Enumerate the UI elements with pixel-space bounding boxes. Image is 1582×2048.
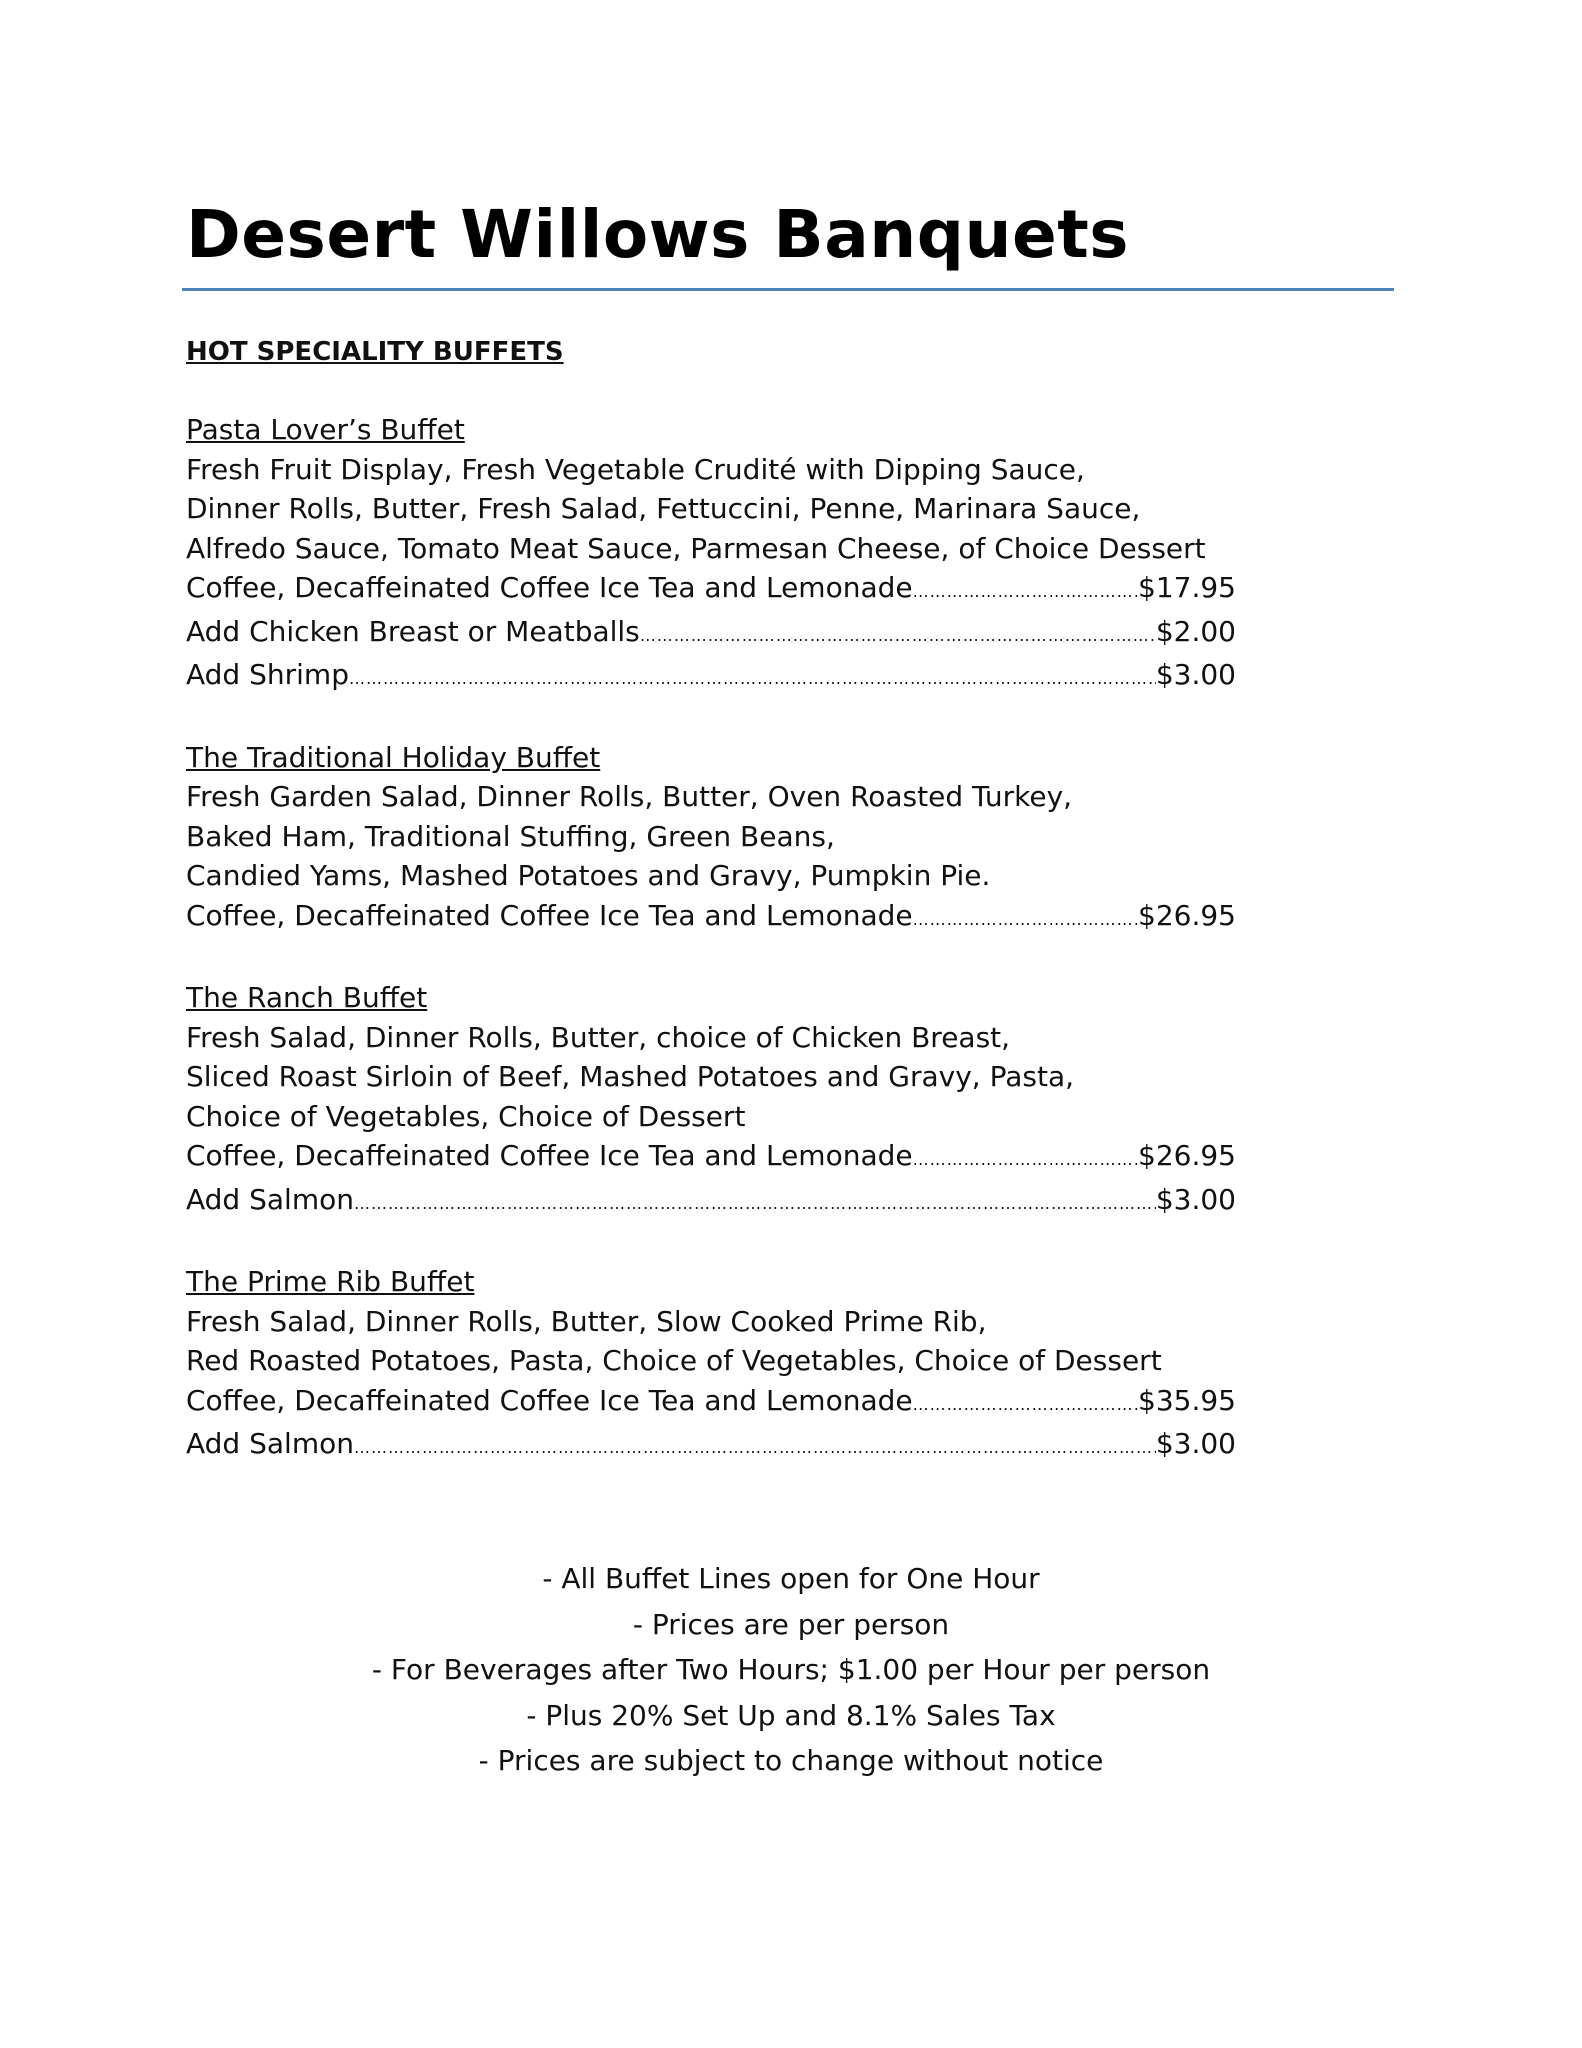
section-heading: HOT SPECIALITY BUFFETS: [186, 337, 564, 367]
buffet-description-line: Dinner Rolls, Butter, Fresh Salad, Fettuccini, Penne, Marinara Sauce,: [186, 492, 1141, 525]
note-line: - Plus 20% Set Up and 8.1% Sales Tax: [526, 1698, 1056, 1732]
dot-leader: [354, 1424, 1156, 1468]
buffet-name: The Ranch Buffet: [186, 981, 428, 1014]
price-value: $26.95: [1138, 1139, 1236, 1172]
buffet-description-line: Fresh Salad, Dinner Rolls, Butter, choice of Chicken Breast,: [186, 1020, 1011, 1054]
buffet-ranch: [186, 978, 1246, 1223]
dot-leader: [354, 1180, 1156, 1224]
page-title: Desert Willows Banquets: [186, 196, 1130, 273]
buffet-description-line: Red Roasted Potatoes, Pasta, Choice of Vegetables, Choice of Dessert: [186, 1344, 1162, 1377]
buffet-name: The Prime Rib Buffet: [186, 1265, 475, 1298]
footer-notes: [0, 1556, 1582, 1784]
buffet-description-line: Baked Ham, Traditional Stuffing, Green Beans,: [186, 819, 835, 853]
note-line: - Prices are per person: [632, 1607, 950, 1641]
dot-leader: [913, 568, 1138, 612]
dot-leader: [913, 896, 1138, 940]
buffet-description-line: Fresh Garden Salad, Dinner Rolls, Butter, Oven Roasted Turkey,: [186, 780, 1073, 813]
price-value: $3.00: [1155, 658, 1236, 691]
price-line: [186, 896, 1236, 940]
buffet-description-line: Fresh Fruit Display, Fresh Vegetable Crudité with Dipping Sauce,: [186, 452, 1085, 486]
buffet-description-line: Alfredo Sauce, Tomato Meat Sauce, Parmesan Cheese, of Choice Dessert: [186, 531, 1206, 565]
buffet-description-line: Fresh Salad, Dinner Rolls, Butter, Slow Cooked Prime Rib,: [186, 1304, 987, 1338]
price-value: $17.95: [1138, 571, 1236, 604]
note-line: - For Beverages after Two Hours; $1.00 per Hour per person: [371, 1653, 1211, 1686]
price-line: [186, 612, 1236, 656]
price-line: [186, 1381, 1236, 1425]
dot-leader: [913, 1381, 1138, 1425]
buffet-name: The Traditional Holiday Buffet: [186, 740, 601, 774]
buffet-list: [186, 410, 1246, 1507]
buffet-description-line: Candied Yams, Mashed Potatoes and Gravy, Pumpkin Pie.: [186, 859, 991, 892]
price-line: [186, 1424, 1236, 1468]
price-value: $3.00: [1155, 1182, 1236, 1216]
price-value: $35.95: [1138, 1383, 1236, 1417]
dot-leader: [349, 655, 1156, 699]
buffet-prime-rib: [186, 1262, 1246, 1468]
price-item-label: Add Shrimp: [186, 658, 349, 691]
price-line: [186, 1180, 1236, 1224]
dot-leader: [913, 1136, 1138, 1180]
price-item-label: Add Salmon: [186, 1182, 354, 1216]
buffet-description-line: Choice of Vegetables, Choice of Dessert: [186, 1099, 746, 1133]
dot-leader: [640, 612, 1156, 656]
buffet-pasta-lovers: [186, 410, 1246, 699]
price-value: $3.00: [1155, 1427, 1236, 1460]
note-line: - All Buffet Lines open for One Hour: [542, 1562, 1040, 1595]
price-value: $2.00: [1155, 614, 1236, 648]
price-item-label: Add Salmon: [186, 1427, 354, 1460]
price-item-label: Coffee, Decaffeinated Coffee Ice Tea and Lemonade: [186, 1139, 913, 1172]
price-item-label: Add Chicken Breast or Meatballs: [186, 614, 640, 648]
price-line: [186, 655, 1236, 699]
price-item-label: Coffee, Decaffeinated Coffee Ice Tea and Lemonade: [186, 898, 913, 932]
title-divider: [182, 288, 1394, 291]
price-line: [186, 568, 1236, 612]
note-line: - Prices are subject to change without notice: [478, 1744, 1104, 1777]
price-item-label: Coffee, Decaffeinated Coffee Ice Tea and Lemonade: [186, 1383, 913, 1417]
buffet-description-line: Sliced Roast Sirloin of Beef, Mashed Potatoes and Gravy, Pasta,: [186, 1060, 1075, 1093]
buffet-traditional-holiday: [186, 738, 1246, 940]
price-item-label: Coffee, Decaffeinated Coffee Ice Tea and Lemonade: [186, 571, 913, 604]
price-line: [186, 1136, 1236, 1180]
price-value: $26.95: [1138, 898, 1236, 932]
buffet-name: Pasta Lover’s Buffet: [186, 413, 465, 446]
